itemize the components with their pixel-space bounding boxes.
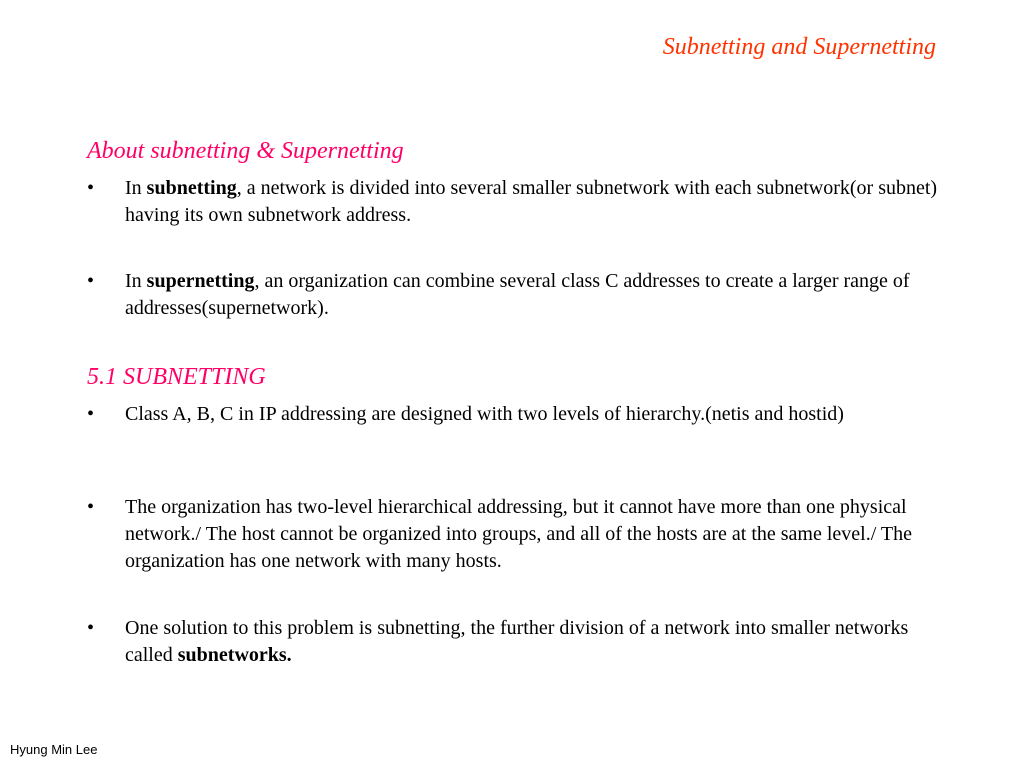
bullet-text: The organization has two-level hierarchical addressing, but it cannot have more than one physical network./ The host cannot be organized into groups, and all of the hosts are at the same level./ The organization has one network with many hosts. — [125, 496, 913, 572]
bullet-item-two-level — [87, 494, 947, 575]
bullet-marker: • — [87, 270, 95, 292]
bullet-item-subnetting — [87, 175, 947, 229]
bullet-text-bold: supernetting — [146, 270, 255, 292]
bullet-text-prefix: In — [125, 177, 147, 199]
bullet-item-supernetting — [87, 268, 947, 322]
bullet-text-prefix: One solution to this problem is subnetting, the further division of a network into smaller networks called — [125, 617, 909, 666]
slide-header-title: Subnetting and Supernetting — [662, 34, 936, 60]
bullet-text — [125, 615, 947, 669]
footer-author: Hyung Min Lee — [10, 742, 98, 757]
bullet-text-prefix: In — [125, 270, 147, 292]
section-heading-subnetting: 5.1 SUBNETTING — [87, 364, 266, 390]
bullet-text: Class A, B, C in IP addressing are designed with two levels of hierarchy.(netis and hostid) — [125, 403, 844, 425]
bullet-marker: • — [87, 617, 95, 639]
bullet-item-class-hierarchy — [87, 401, 947, 428]
bullet-text-rest: , a network is divided into several smaller subnetwork with each subnetwork(or subnet) having its own subnetwork address. — [125, 177, 938, 226]
bullet-marker: • — [87, 403, 95, 425]
section-heading-about: About subnetting & Supernetting — [87, 138, 404, 164]
bullet-item-solution — [87, 615, 947, 669]
bullet-text-bold: subnetworks. — [177, 644, 292, 666]
bullet-text-bold: subnetting — [146, 177, 237, 199]
bullet-marker: • — [87, 177, 95, 199]
bullet-text — [125, 268, 947, 322]
bullet-text — [125, 175, 947, 229]
bullet-text-rest: , an organization can combine several class C addresses to create a larger range of addresses(supernetwork). — [125, 270, 910, 319]
bullet-marker: • — [87, 496, 95, 518]
